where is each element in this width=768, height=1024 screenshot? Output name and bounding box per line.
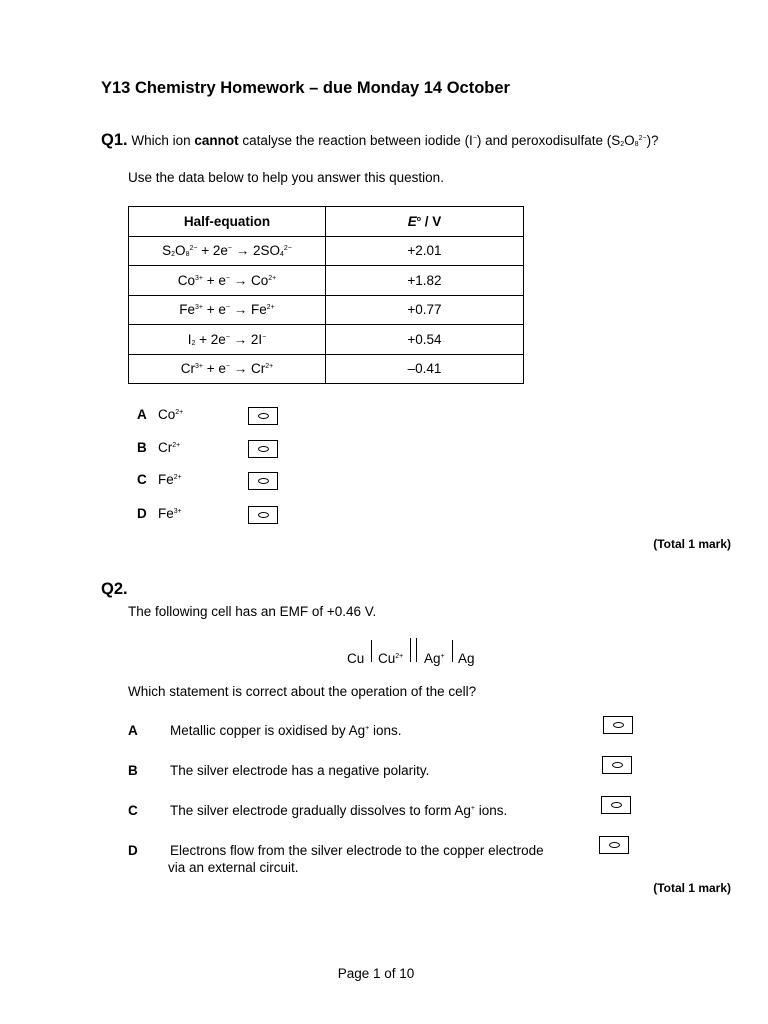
q1-instruction: Use the data below to help you answer this question. [128,170,444,185]
phase-boundary-line [371,640,372,662]
half-equation: $S_2O_8^{2-} + 2e^- \to 2SO_4^{2-}$ [129,236,326,266]
e-value: –0.41 [326,354,524,384]
q2-option-d-text-line2: via an external circuit. [168,860,299,875]
header-half-equation: Half-equation [129,207,326,237]
header-e-value: $E^o$ / V [326,207,524,237]
q1-answer-box-a[interactable] [248,407,278,425]
q2-option-letter: A [128,723,138,738]
q2-total-mark: (Total 1 mark) [653,881,731,895]
q1-number: Q1. [101,131,128,149]
answer-oval-icon [612,762,623,768]
answer-oval-icon [613,722,624,728]
table-row [129,325,524,355]
q1-emphasis: cannot [194,133,239,148]
q2-answer-box-d[interactable] [599,836,629,854]
q1-text-3: ) and peroxodisulfate (S [476,133,621,148]
q2-answer-box-c[interactable] [601,796,631,814]
half-equation: $I_2 + 2e^- \to 2I^-$ [129,325,326,355]
answer-oval-icon [258,512,269,518]
phase-boundary-line [452,640,453,662]
cell-anode-ion: $Cu^{2+}$ [378,651,404,666]
q2-question: Which statement is correct about the operation of the cell? [128,684,477,699]
page-title: Y13 Chemistry Homework – due Monday 14 October [101,79,510,97]
q2-option-letter: D [128,843,138,858]
half-equation: $Co^{3+} + e^- \to Co^{2+}$ [129,266,326,296]
q2-option-letter: B [128,763,138,778]
answer-oval-icon [609,842,620,848]
table-row [129,236,524,266]
answer-oval-icon [611,802,622,808]
half-equation-table [128,206,524,384]
answer-oval-icon [258,446,269,452]
q2-emf-text: The following cell has an EMF of +0.46 V. [128,604,377,619]
q1-option-c: C $Fe^{2+}$ [137,472,182,487]
q1-option-a: A $Co^{2+}$ [137,407,184,422]
q1-stem: Q1. Which ion cannot catalyse the reaction between iodide (I−) and peroxodisulfate $(S_2O_8^{2-})$? [101,131,659,149]
table-row [129,295,524,325]
e-value: +0.54 [326,325,524,355]
q2-option-b-text: The silver electrode has a negative polarity. [170,763,430,778]
e-value: +1.82 [326,266,524,296]
salt-bridge-line [416,638,417,662]
half-equation: $Cr^{3+} + e^- \to Cr^{2+}$ [129,354,326,384]
q1-answer-box-d[interactable] [248,506,278,524]
q1-answer-box-b[interactable] [248,440,278,458]
q1-total-mark: (Total 1 mark) [653,537,731,551]
e-value: +0.77 [326,295,524,325]
cell-cathode-ion: Ag+ [424,651,445,666]
table-header-row [129,207,524,237]
answer-oval-icon [258,478,269,484]
cell-cathode: Ag [458,651,475,666]
half-equation: $Fe^{3+} + e^- \to Fe^{2+}$ [129,295,326,325]
salt-bridge-line [410,638,411,662]
q1-text-2: catalyse the reaction between iodide (I [238,133,473,148]
q1-text-end: )? [646,133,659,148]
q2-number: Q2. [101,580,128,598]
q2-option-c-text: The silver electrode gradually dissolves to form Ag+ ions. [170,803,508,818]
answer-oval-icon [258,413,269,419]
q1-answer-box-c[interactable] [248,472,278,490]
q1-option-d: D $Fe^{3+}$ [137,506,182,521]
q2-option-letter: C [128,803,138,818]
e-value: +2.01 [326,236,524,266]
cell-anode: Cu [347,651,365,666]
table-row [129,354,524,384]
q1-text: Which ion [131,133,195,148]
table-row [129,266,524,296]
q2-option-d-text: Electrons flow from the silver electrode to the copper electrode [170,843,544,858]
q2-answer-box-b[interactable] [602,756,632,774]
q2-answer-box-a[interactable] [603,716,633,734]
q2-option-a-text: Metallic copper is oxidised by Ag+ ions. [170,723,402,738]
page-footer: Page 1 of 10 [337,966,415,981]
q1-option-b: B $Cr^{2+}$ [137,440,181,455]
